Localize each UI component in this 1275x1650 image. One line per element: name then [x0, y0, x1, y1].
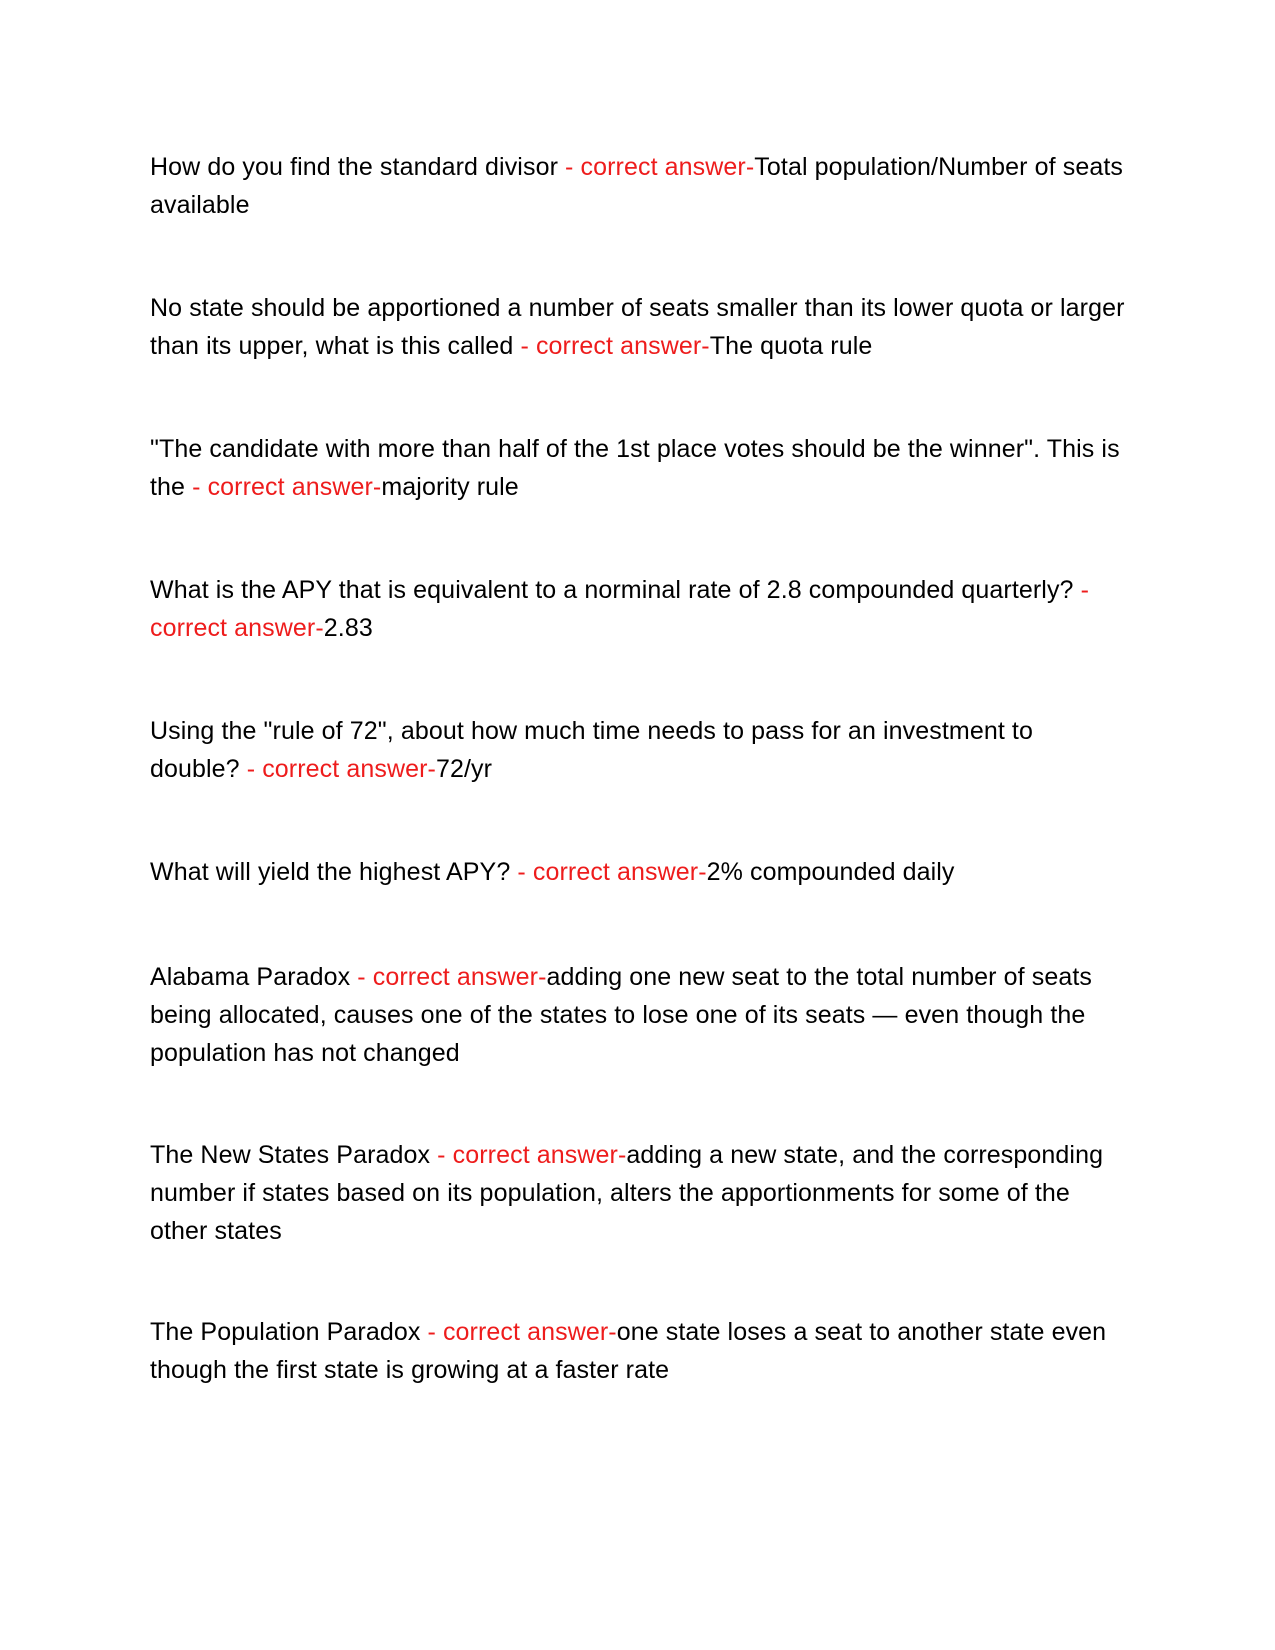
question-text: "The candidate with more than half of the 1st place votes should be the winner". This is the	[150, 435, 1120, 501]
answer-separator: - correct answer-	[517, 858, 707, 886]
qa-item-1	[150, 148, 1125, 224]
answer-separator: - correct answer-	[357, 963, 547, 991]
question-text: The New States Paradox	[150, 1141, 431, 1169]
qa-item-5	[150, 712, 1125, 788]
question-text: The Population Paradox	[150, 1318, 421, 1346]
answer-text: 72/yr	[435, 755, 493, 783]
answer-text: adding one new seat to the total number of seats being allocated, causes one of the states to lose one of its seats — even though the population has not changed	[150, 963, 1092, 1067]
question-text: Alabama Paradox	[150, 963, 351, 991]
qa-item-6	[150, 853, 1125, 891]
qa-item-9	[150, 1313, 1125, 1389]
question-text: No state should be apportioned a number of seats smaller than its lower quota or larger than its upper, what is this called	[150, 294, 1125, 360]
answer-separator: - correct answer-	[427, 1318, 617, 1346]
answer-separator: - correct answer-	[246, 755, 436, 783]
qa-item-7	[150, 958, 1125, 1072]
answer-text: Total population/Number of seats available	[150, 153, 1123, 219]
answer-text: majority rule	[381, 473, 519, 501]
answer-text: The quota rule	[709, 332, 873, 360]
question-text: What is the APY that is equivalent to a norminal rate of 2.8 compounded quarterly?	[150, 576, 1074, 604]
answer-text: one state loses a seat to another state even though the first state is growing at a faster rate	[150, 1318, 1107, 1384]
qa-item-2	[150, 289, 1125, 365]
qa-item-4	[150, 571, 1125, 647]
question-text: How do you find the standard divisor	[150, 153, 558, 181]
answer-text: 2.83	[323, 614, 373, 642]
answer-text: 2% compounded daily	[706, 858, 955, 886]
answer-separator: - correct answer-	[150, 576, 1090, 642]
answer-separator: - correct answer-	[437, 1141, 627, 1169]
qa-item-3	[150, 430, 1125, 506]
answer-separator: - correct answer-	[192, 473, 382, 501]
answer-separator: - correct answer-	[565, 153, 755, 181]
answer-text: adding a new state, and the corresponding number if states based on its population, alters the apportionments for some of the other states	[150, 1141, 1104, 1245]
answer-separator: - correct answer-	[520, 332, 710, 360]
question-text: What will yield the highest APY?	[150, 858, 511, 886]
question-text: Using the "rule of 72", about how much time needs to pass for an investment to double?	[150, 717, 1033, 783]
qa-item-8	[150, 1136, 1125, 1250]
